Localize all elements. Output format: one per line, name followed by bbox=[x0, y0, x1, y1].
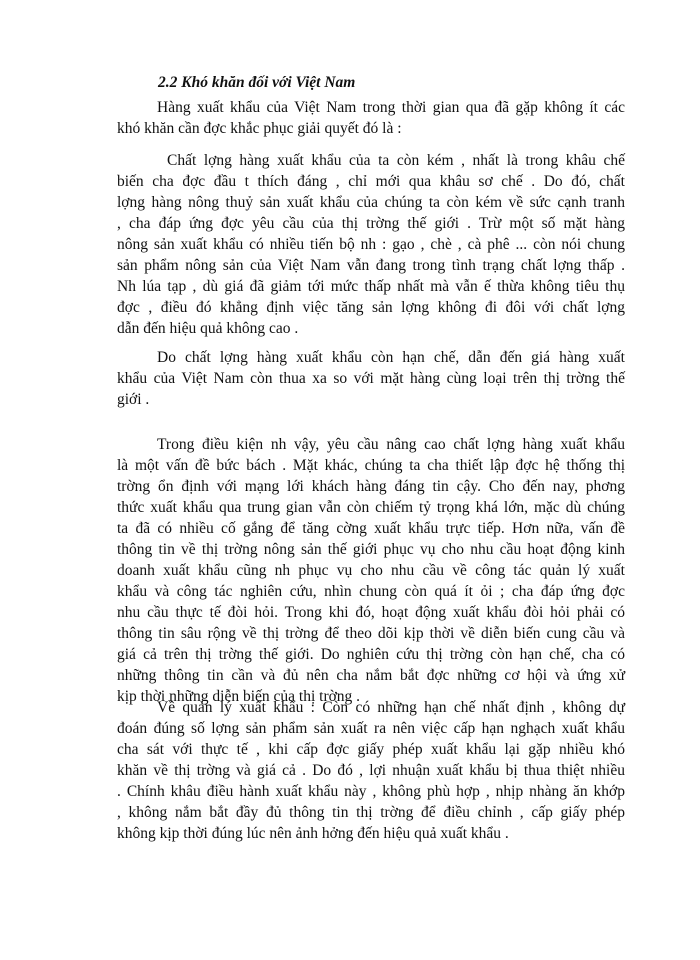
paragraph-1-line: khó khăn cần đợc khắc phục giải quyết đó là : bbox=[117, 120, 402, 137]
paragraph-4-line: trờng ổn định với mạng lới khách hàng đáng tin cậy. Cho đến nay, phơng bbox=[117, 478, 625, 495]
paragraph-5-line: không kịp thời đúng lúc nên ảnh hởng đến hiệu quả xuất khẩu . bbox=[117, 825, 509, 842]
paragraph-2-line: , cha đáp ứng đợc yêu cầu của thị trờng thế giới . Trừ một số mặt hàng bbox=[117, 215, 625, 232]
paragraph-5-line: khăn về thị trờng và giá cả . Do đó , lợi nhuận xuất khẩu bị thua thiệt nhiều bbox=[117, 762, 625, 779]
paragraph-5-line: . Chính khâu điều hành xuất khẩu này , không phù hợp , nhịp nhàng ăn khớp bbox=[117, 783, 625, 800]
paragraph-2-line: Chất lợng hàng xuất khẩu của ta còn kém , nhất là trong khâu chế bbox=[167, 152, 625, 169]
paragraph-5-line: cha sát với thực tế , khi cấp đợc giấy phép xuất khẩu lại gặp nhiều khó bbox=[117, 741, 625, 758]
paragraph-2-line: biến cha đợc đầu t thích đáng , chỉ mới qua khâu sơ chế . Do đó, chất bbox=[117, 173, 625, 190]
paragraph-4-line: ta đã có nhiều cố gắng để tăng cờng xuất khẩu trực tiếp. Hơn nữa, vấn đề bbox=[117, 520, 625, 537]
paragraph-4-line: nhu cầu thực tế đòi hỏi. Trong khi đó, hoạt động xuất khẩu đòi hỏi phải có bbox=[117, 604, 625, 621]
paragraph-4-line: khẩu và công tác nghiên cứu, nhìn chung còn quá ít ỏi ; cha đáp ứng đợc bbox=[117, 583, 625, 600]
paragraph-4-line: là một vấn đề bức bách . Mặt khác, chúng ta cha thiết lập đợc hệ thống thị bbox=[117, 457, 625, 474]
paragraph-3-line: khẩu của Việt Nam còn thua xa so với mặt hàng cùng loại trên thị trờng thế bbox=[117, 370, 625, 387]
paragraph-5-line: , không nắm bắt đầy đủ thông tin thị trờng để điều chỉnh , cấp giấy phép bbox=[117, 804, 625, 821]
paragraph-2-line: sản phẩm nông sản của Việt Nam vẫn đang trong tình trạng chất lợng thấp . bbox=[117, 257, 625, 274]
paragraph-4-line: thông tin sâu rộng về thị trờng để theo dõi kịp thời về diễn biến cung cầu và bbox=[117, 625, 625, 642]
paragraph-4-line: Trong điều kiện nh vậy, yêu cầu nâng cao chất lợng hàng xuất khẩu bbox=[157, 436, 625, 453]
paragraph-3-line: giới . bbox=[117, 391, 150, 408]
paragraph-4-line: doanh xuất khẩu cũng nh phục vụ cho nhu cầu về công tác quản lý xuất bbox=[117, 562, 625, 579]
section-heading: 2.2 Khó khăn đối với Việt Nam bbox=[158, 74, 356, 91]
paragraph-1-line: Hàng xuất khẩu của Việt Nam trong thời gian qua đã gặp không ít các bbox=[157, 99, 625, 116]
paragraph-2-line: dẫn đến hiệu quả không cao . bbox=[117, 320, 299, 337]
paragraph-2-line: đợc , điều đó khẳng định việc tăng sản lợng không đi đôi với chất lợng bbox=[117, 299, 625, 316]
paragraph-2-line: Nh lúa tạp , dù giá đã giảm tới mức thấp nhất mà vẫn ế thừa không tiêu thụ bbox=[117, 278, 625, 295]
paragraph-4-line: giá cả trên thị trờng thế giới. Do nghiên cứu thị trờng còn hạn chế, cha có bbox=[117, 646, 625, 663]
paragraph-2-line: lợng hàng nông thuỷ sản xuất khẩu của chúng ta còn kém về sức cạnh tranh bbox=[117, 194, 625, 211]
paragraph-4-line: thức xuất khẩu qua trung gian vẫn còn chiếm tỷ trọng khá lớn, mặc dù chúng bbox=[117, 499, 625, 516]
paragraph-5-line: Về quản lý xuất khẩu : Còn có những hạn chế nhất định , không dự bbox=[157, 699, 625, 716]
paragraph-2-line: nông sản xuất khẩu có nhiều tiến bộ nh : gạo , chè , cà phê ... còn nói chung bbox=[117, 236, 625, 253]
paragraph-4-line: kịp thời những diễn biến của thị trờng . bbox=[117, 688, 361, 705]
paragraph-4-line: những thông tin cần và đủ nên cha nắm bắt đợc những cơ hội và ứng xử bbox=[117, 667, 625, 684]
paragraph-3-line: Do chất lợng hàng xuất khẩu còn hạn chế, dẫn đến giá hàng xuất bbox=[157, 349, 625, 366]
paragraph-4-line: thông tin về thị trờng nông sản thế giới phục vụ cho nhu cầu hoạt động kinh bbox=[117, 541, 625, 558]
paragraph-5-line: đoán đúng số lợng sản phẩm sản xuất ra nên việc cấp hạn nghạch xuất khẩu bbox=[117, 720, 625, 737]
